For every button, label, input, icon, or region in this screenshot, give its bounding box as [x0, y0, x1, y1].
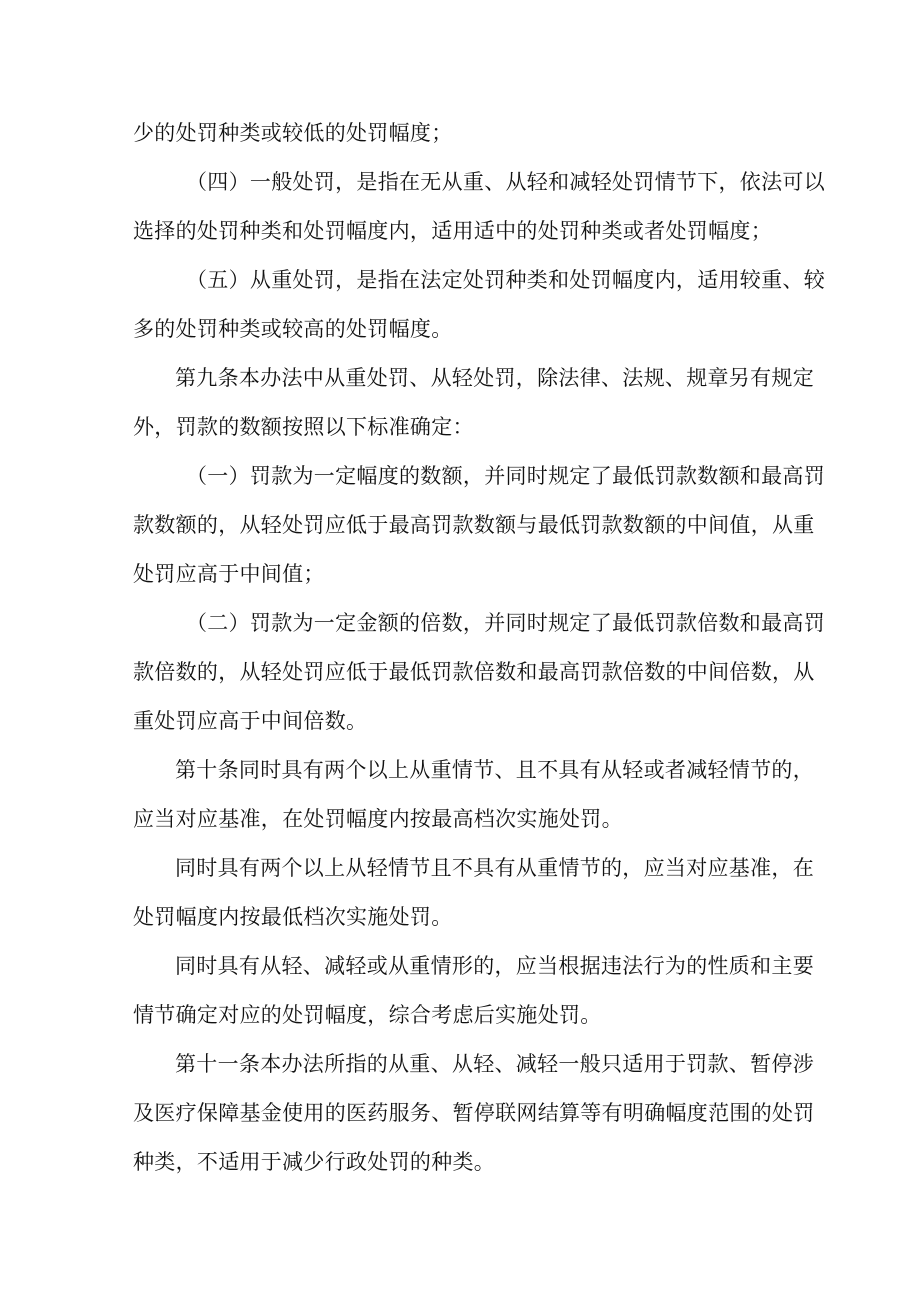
text-line: 选择的处罚种类和处罚幅度内，适用适中的处罚种类或者处罚幅度；: [133, 219, 772, 243]
text-line: 同时具有从轻、减轻或从重情形的，应当根据违法行为的性质和主要: [175, 954, 814, 978]
text-line: 种类，不适用于减少行政处罚的种类。: [133, 1150, 496, 1174]
text-line: 处罚幅度内按最低档次实施处罚。: [133, 905, 453, 929]
text-line: 同时具有两个以上从轻情节且不具有从重情节的，应当对应基准，在: [175, 856, 814, 880]
text-line: 外，罚款的数额按照以下标准确定：: [133, 415, 474, 439]
text-line: （二）罚款为一定金额的倍数，并同时规定了最低罚款倍数和最高罚: [186, 611, 825, 635]
text-line: 第十一条本办法所指的从重、从轻、减轻一般只适用于罚款、暂停涉: [175, 1052, 814, 1076]
text-line: 及医疗保障基金使用的医药服务、暂停联网结算等有明确幅度范围的处罚: [133, 1101, 815, 1125]
text-line: 款倍数的，从轻处罚应低于最低罚款倍数和最高罚款倍数的中间倍数，从: [133, 660, 815, 684]
text-line: 第十条同时具有两个以上从重情节、且不具有从轻或者减轻情节的，: [175, 758, 814, 782]
text-line: 第九条本办法中从重处罚、从轻处罚，除法律、法规、规章另有规定: [175, 366, 814, 390]
text-line: 少的处罚种类或较低的处罚幅度；: [133, 121, 453, 145]
text-line: 应当对应基准，在处罚幅度内按最高档次实施处罚。: [133, 807, 623, 831]
text-line: （一）罚款为一定幅度的数额，并同时规定了最低罚款数额和最高罚: [186, 464, 825, 488]
text-line: 处罚应高于中间值；: [133, 562, 325, 586]
text-line: 情节确定对应的处罚幅度，综合考虑后实施处罚。: [133, 1003, 602, 1027]
text-line: 重处罚应高于中间倍数。: [133, 709, 368, 733]
text-line: （五）从重处罚，是指在法定处罚种类和处罚幅度内，适用较重、较: [186, 268, 825, 292]
text-line: 多的处罚种类或较高的处罚幅度。: [133, 317, 453, 341]
text-line: 款数额的，从轻处罚应低于最高罚款数额与最低罚款数额的中间值，从重: [133, 513, 815, 537]
text-line: （四）一般处罚，是指在无从重、从轻和减轻处罚情节下，依法可以: [186, 170, 825, 194]
